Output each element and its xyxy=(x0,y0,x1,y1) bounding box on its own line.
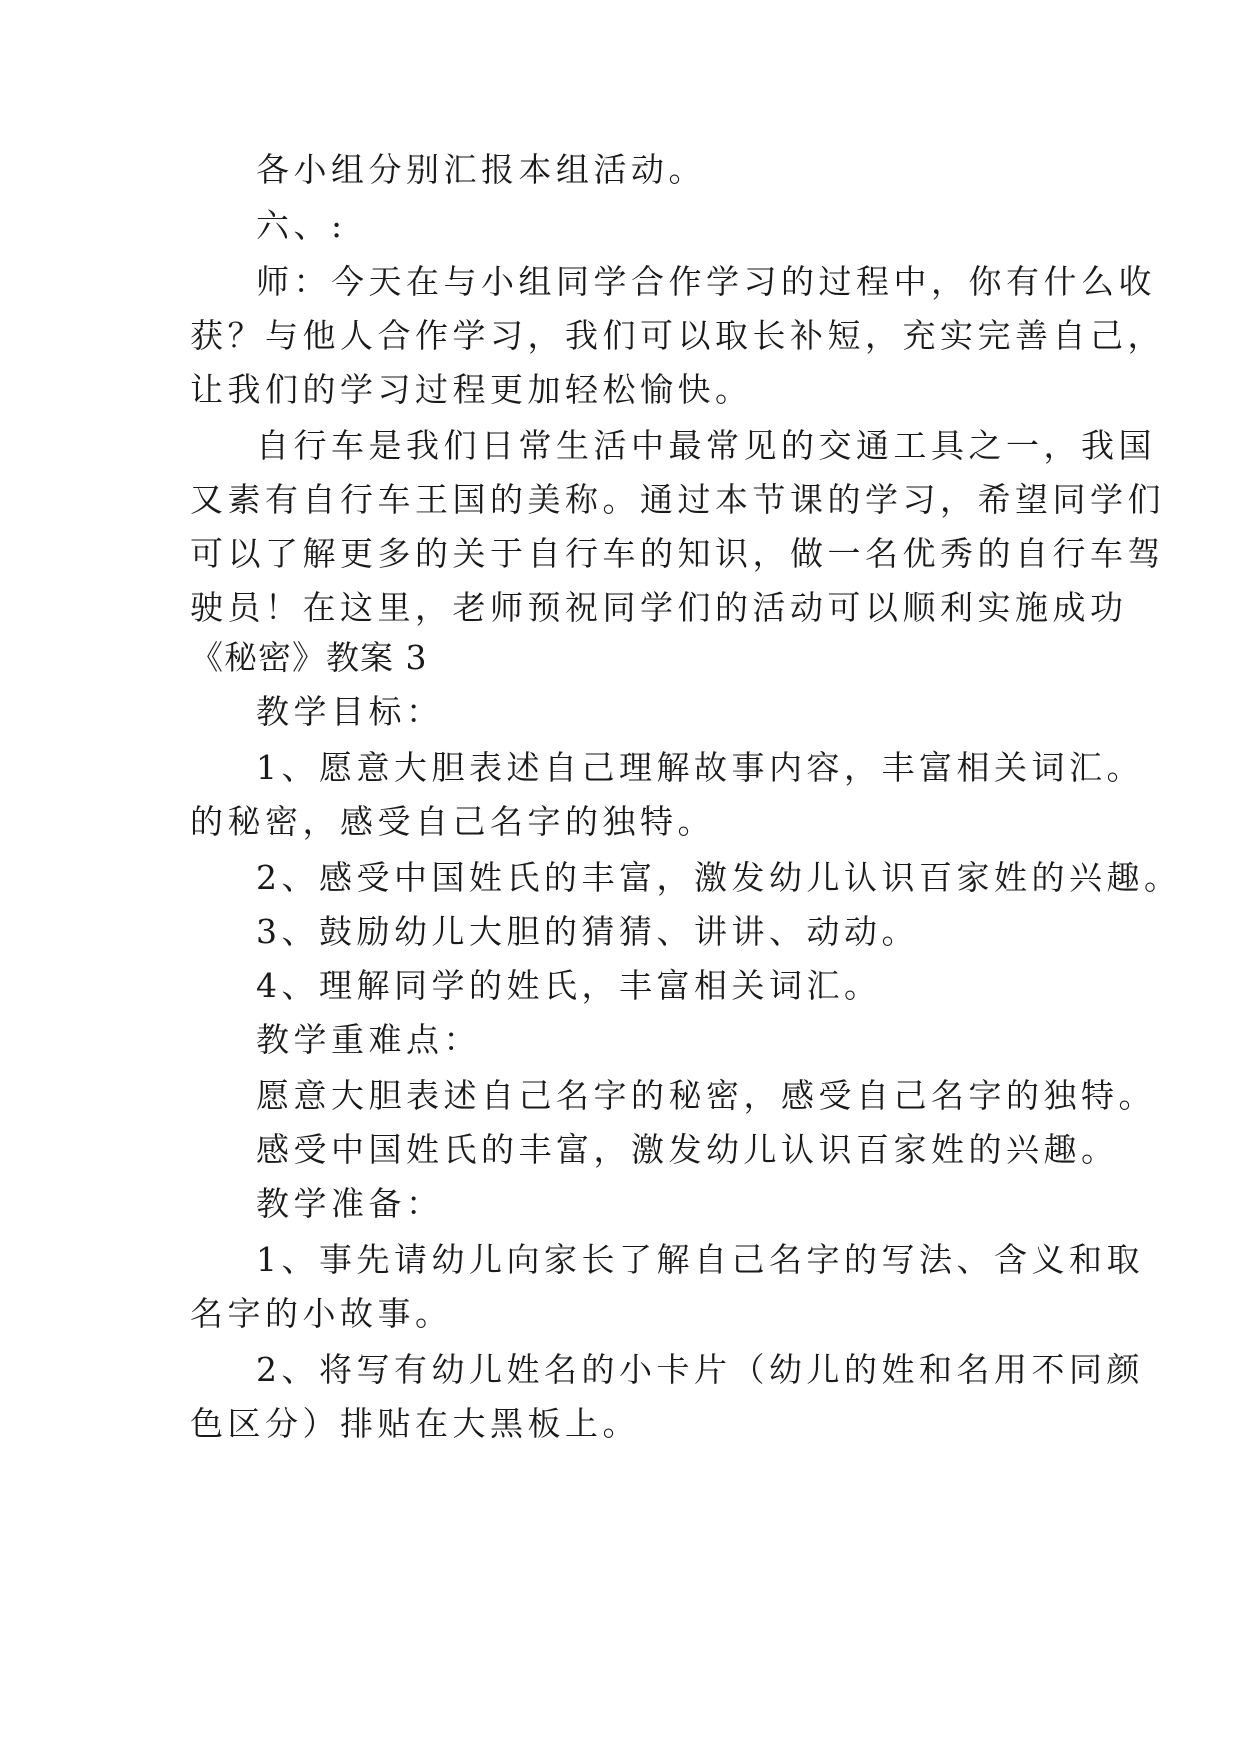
text-line: 1、事先请幼儿向家长了解自己名字的写法、含义和取 xyxy=(256,1240,1144,1279)
text-line: 1、愿意大胆表述自己理解故事内容，丰富相关词汇。 xyxy=(256,748,1144,787)
section-heading: 教学目标： xyxy=(256,692,444,731)
text-line: 感受中国姓氏的丰富，激发幼儿认识百家姓的兴趣。 xyxy=(256,1130,1119,1169)
text-line: 各小组分别汇报本组活动。 xyxy=(256,150,706,189)
text-line: 六、: xyxy=(256,206,347,245)
section-heading: 教学准备： xyxy=(256,1184,444,1223)
text-line: 3、鼓励幼儿大胆的猜猜、讲讲、动动。 xyxy=(256,912,919,951)
text-line: 名字的小故事。 xyxy=(190,1294,453,1333)
text-line: 让我们的学习过程更加轻松愉快。 xyxy=(190,370,753,409)
text-line: 2、感受中国姓氏的丰富，激发幼儿认识百家姓的兴趣。 xyxy=(256,858,1182,897)
text-line: 获？与他人合作学习，我们可以取长补短，充实完善自己， xyxy=(190,316,1165,355)
text-line: 愿意大胆表述自己名字的秘密，感受自己名字的独特。 xyxy=(256,1076,1156,1115)
text-line: 驶员！在这里，老师预祝同学们的活动可以顺利实施成功 xyxy=(190,588,1128,627)
text-line: 自行车是我们日常生活中最常见的交通工具之一，我国 xyxy=(256,426,1156,465)
text-line: 色区分）排贴在大黑板上。 xyxy=(190,1404,640,1443)
text-line: 的秘密，感受自己名字的独特。 xyxy=(190,802,715,841)
text-line: 4、理解同学的姓氏，丰富相关词汇。 xyxy=(256,966,882,1005)
section-title: 《秘密》教案 3 xyxy=(190,638,428,677)
text-line: 可以了解更多的关于自行车的知识，做一名优秀的自行车驾 xyxy=(190,534,1165,573)
section-heading: 教学重难点： xyxy=(256,1020,481,1059)
text-line: 又素有自行车王国的美称。通过本节课的学习，希望同学们 xyxy=(190,480,1165,519)
text-line: 2、将写有幼儿姓名的小卡片（幼儿的姓和名用不同颜 xyxy=(256,1350,1144,1389)
text-line: 师：今天在与小组同学合作学习的过程中，你有什么收 xyxy=(256,262,1156,301)
